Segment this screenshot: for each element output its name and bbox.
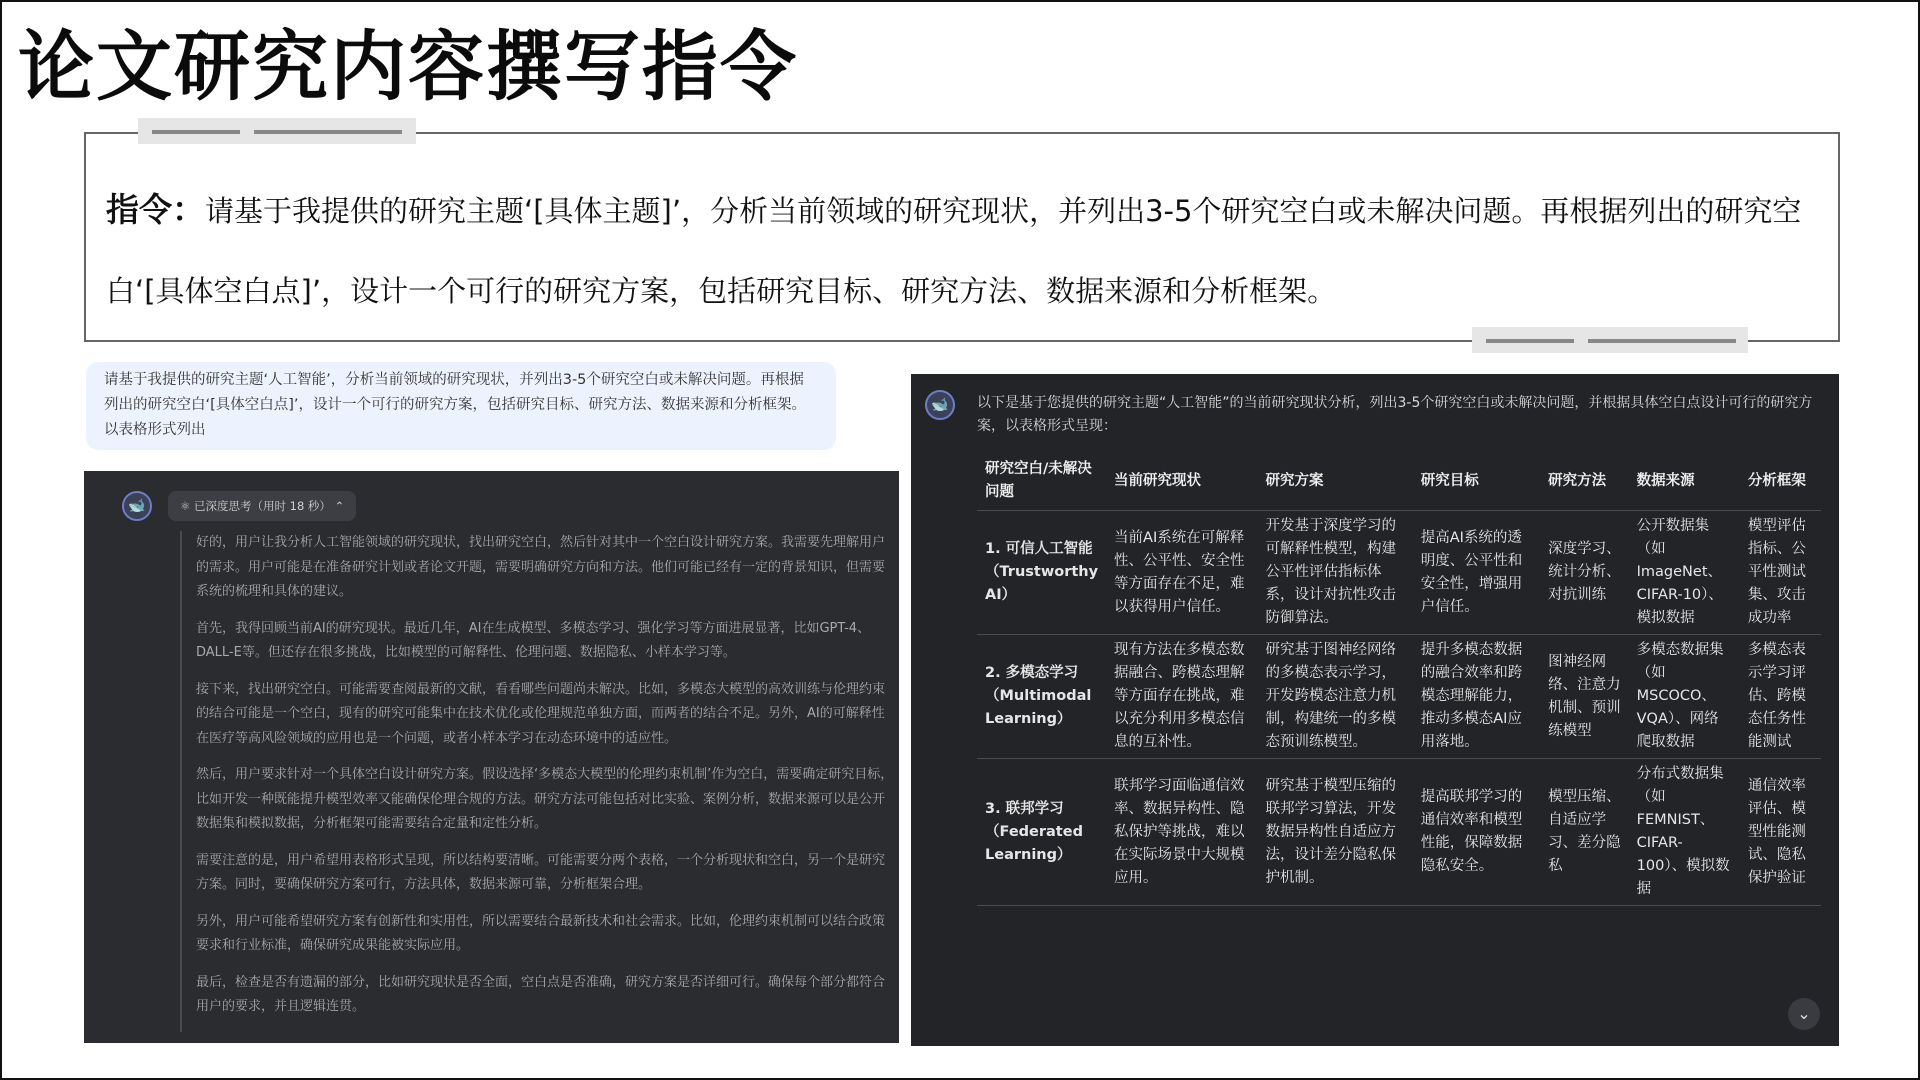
table-cell: 1. 可信人工智能（Trustworthy AI） xyxy=(977,511,1106,635)
table-row xyxy=(977,759,1821,906)
table-cell: 联邦学习面临通信效率、数据异构性、隐私保护等挑战，难以在实际场景中大规模应用。 xyxy=(1106,759,1257,906)
table-cell: 公开数据集（如ImageNet、CIFAR-10）、模拟数据 xyxy=(1629,511,1740,635)
instruction-text: 请基于我提供的研究主题‘[具体主题]’，分析当前领域的研究现状，并列出3-5个研究空白或未解决问题。再根据列出的研究空白‘[具体空白点]’，设计一个可行的研究方案，包括研究目标、研究方法、数据来源和分析框架。 xyxy=(106,194,1802,308)
whale-icon: 🐋 xyxy=(122,491,152,521)
table-cell: 研究基于图神经网络的多模态表示学习，开发跨模态注意力机制，构建统一的多模态预训练模型。 xyxy=(1258,635,1413,759)
thinking-paragraph: 接下来，找出研究空白。可能需要查阅最新的文献，看看哪些问题尚未解决。比如，多模态大模型的高效训练与伦理约束的结合可能是一个空白，现有的研究可能集中在技术优化或伦理规范单独方面，而两者的结合不足。另外，AI的可解释性在医疗等高风险领域的应用也是一个问题，或者小样本学习在动态环境中的适应性。 xyxy=(196,681,886,746)
table-row xyxy=(977,635,1821,759)
table-cell: 深度学习、统计分析、对抗训练 xyxy=(1540,511,1629,635)
table-cell: 当前AI系统在可解释性、公平性、安全性等方面存在不足，难以获得用户信任。 xyxy=(1106,511,1257,635)
table-cell: 多模态数据集（如MSCOCO、VQA）、网络爬取数据 xyxy=(1629,635,1740,759)
table-cell: 通信效率评估、模型性能测试、隐私保护验证 xyxy=(1740,759,1821,906)
table-cell: 开发基于深度学习的可解释性模型，构建公平性评估指标体系，设计对抗性攻击防御算法。 xyxy=(1258,511,1413,635)
thinking-panel xyxy=(84,471,899,1043)
chevron-up-icon: ⌃ xyxy=(334,499,345,513)
table-header: 数据来源 xyxy=(1629,452,1740,511)
table-cell: 2. 多模态学习（Multimodal Learning） xyxy=(977,635,1106,759)
thinking-paragraph: 最后，检查是否有遗漏的部分，比如研究现状是否全面，空白点是否准确，研究方案是否详细可行。确保每个部分都符合用户的要求，并且逻辑连贯。 xyxy=(196,974,886,1014)
table-cell: 提高AI系统的透明度、公平性和安全性，增强用户信任。 xyxy=(1413,511,1540,635)
table-header: 研究空白/未解决问题 xyxy=(977,452,1106,511)
instruction-label: 指令： xyxy=(106,190,205,229)
table-cell: 图神经网络、注意力机制、预训练模型 xyxy=(1540,635,1629,759)
user-message-text: 请基于我提供的研究主题‘人工智能’，分析当前领域的研究现状，并列出3-5个研究空白或未解决问题。再根据列出的研究空白‘[具体空白点]’，设计一个可行的研究方案，包括研究目标、研究方法、数据来源和分析框架。以表格形式列出 xyxy=(104,372,807,438)
decor-bar-top xyxy=(138,118,416,144)
table-cell: 提高联邦学习的通信效率和模型性能，保障数据隐私安全。 xyxy=(1413,759,1540,906)
table-header: 研究方法 xyxy=(1540,452,1629,511)
atom-icon: ⚛ xyxy=(180,499,191,513)
table-row xyxy=(977,511,1821,635)
instruction-paragraph xyxy=(106,170,1826,331)
table-cell: 提升多模态数据的融合效率和跨模态理解能力，推动多模态AI应用落地。 xyxy=(1413,635,1540,759)
table-header-row xyxy=(977,452,1821,511)
answer-intro: 以下是基于您提供的研究主题“人工智能”的当前研究现状分析，列出3-5个研究空白或未解决问题，并根据具体空白点设计可行的研究方案，以表格形式呈现： xyxy=(977,395,1813,434)
table-cell: 模型评估指标、公平性测试集、攻击成功率 xyxy=(1740,511,1821,635)
research-table xyxy=(977,452,1821,906)
thinking-paragraph: 需要注意的是，用户希望用表格形式呈现，所以结构要清晰。可能需要分两个表格，一个分析现状和空白，另一个是研究方案。同时，要确保研究方案可行，方法具体，数据来源可靠，分析框架合理。 xyxy=(196,852,886,892)
thinking-toggle[interactable] xyxy=(168,491,356,521)
user-message-bubble xyxy=(86,362,836,450)
table-cell: 现有方法在多模态数据融合、跨模态理解等方面存在挑战，难以充分利用多模态信息的互补性。 xyxy=(1106,635,1257,759)
table-header: 分析框架 xyxy=(1740,452,1821,511)
answer-panel xyxy=(911,374,1839,1046)
table-header: 研究目标 xyxy=(1413,452,1540,511)
thinking-paragraph: 首先，我得回顾当前AI的研究现状。最近几年，AI在生成模型、多模态学习、强化学习等方面进展显著，比如GPT-4、DALL-E等。但还存在很多挑战，比如模型的可解释性、伦理问题、数据隐私、小样本学习等。 xyxy=(196,620,871,660)
thinking-paragraph: 另外，用户可能希望研究方案有创新性和实用性，所以需要结合最新技术和社会需求。比如，伦理约束机制可以结合政策要求和行业标准，确保研究成果能被实际应用。 xyxy=(196,913,886,953)
table-cell: 模型压缩、自适应学习、差分隐私 xyxy=(1540,759,1629,906)
whale-icon: 🐋 xyxy=(925,390,955,420)
thinking-paragraph: 然后，用户要求针对一个具体空白设计研究方案。假设选择‘多模态大模型的伦理约束机制’作为空白，需要确定研究目标，比如开发一种既能提升模型效率又能确保伦理合规的方法。研究方法可能包括对比实验、案例分析，数据来源可以是公开数据集和模拟数据，分析框架可能需要结合定量和定性分析。 xyxy=(196,767,894,831)
slide-title: 论文研究内容撰写指令 xyxy=(18,22,798,111)
table-header: 当前研究现状 xyxy=(1106,452,1257,511)
thinking-paragraph: 好的，用户让我分析人工智能领域的研究现状，找出研究空白，然后针对其中一个空白设计研究方案。我需要先理解用户的需求。用户可能是在准备研究计划或者论文开题，需要明确研究方向和方法。他们可能已经有一定的背景知识，但需要系统的梳理和具体的建议。 xyxy=(196,535,886,599)
table-cell: 多模态表示学习评估、跨模态任务性能测试 xyxy=(1740,635,1821,759)
thinking-chip-label: 已深度思考（用时 18 秒） xyxy=(193,499,331,513)
table-cell: 分布式数据集（如FEMNIST、CIFAR-100）、模拟数据 xyxy=(1629,759,1740,906)
chevron-down-icon[interactable]: ⌄ xyxy=(1788,998,1820,1030)
table-cell: 研究基于模型压缩的联邦学习算法，开发数据异构性自适应方法，设计差分隐私保护机制。 xyxy=(1258,759,1413,906)
table-cell: 3. 联邦学习（Federated Learning） xyxy=(977,759,1106,906)
thinking-content xyxy=(180,531,896,1032)
table-header: 研究方案 xyxy=(1258,452,1413,511)
